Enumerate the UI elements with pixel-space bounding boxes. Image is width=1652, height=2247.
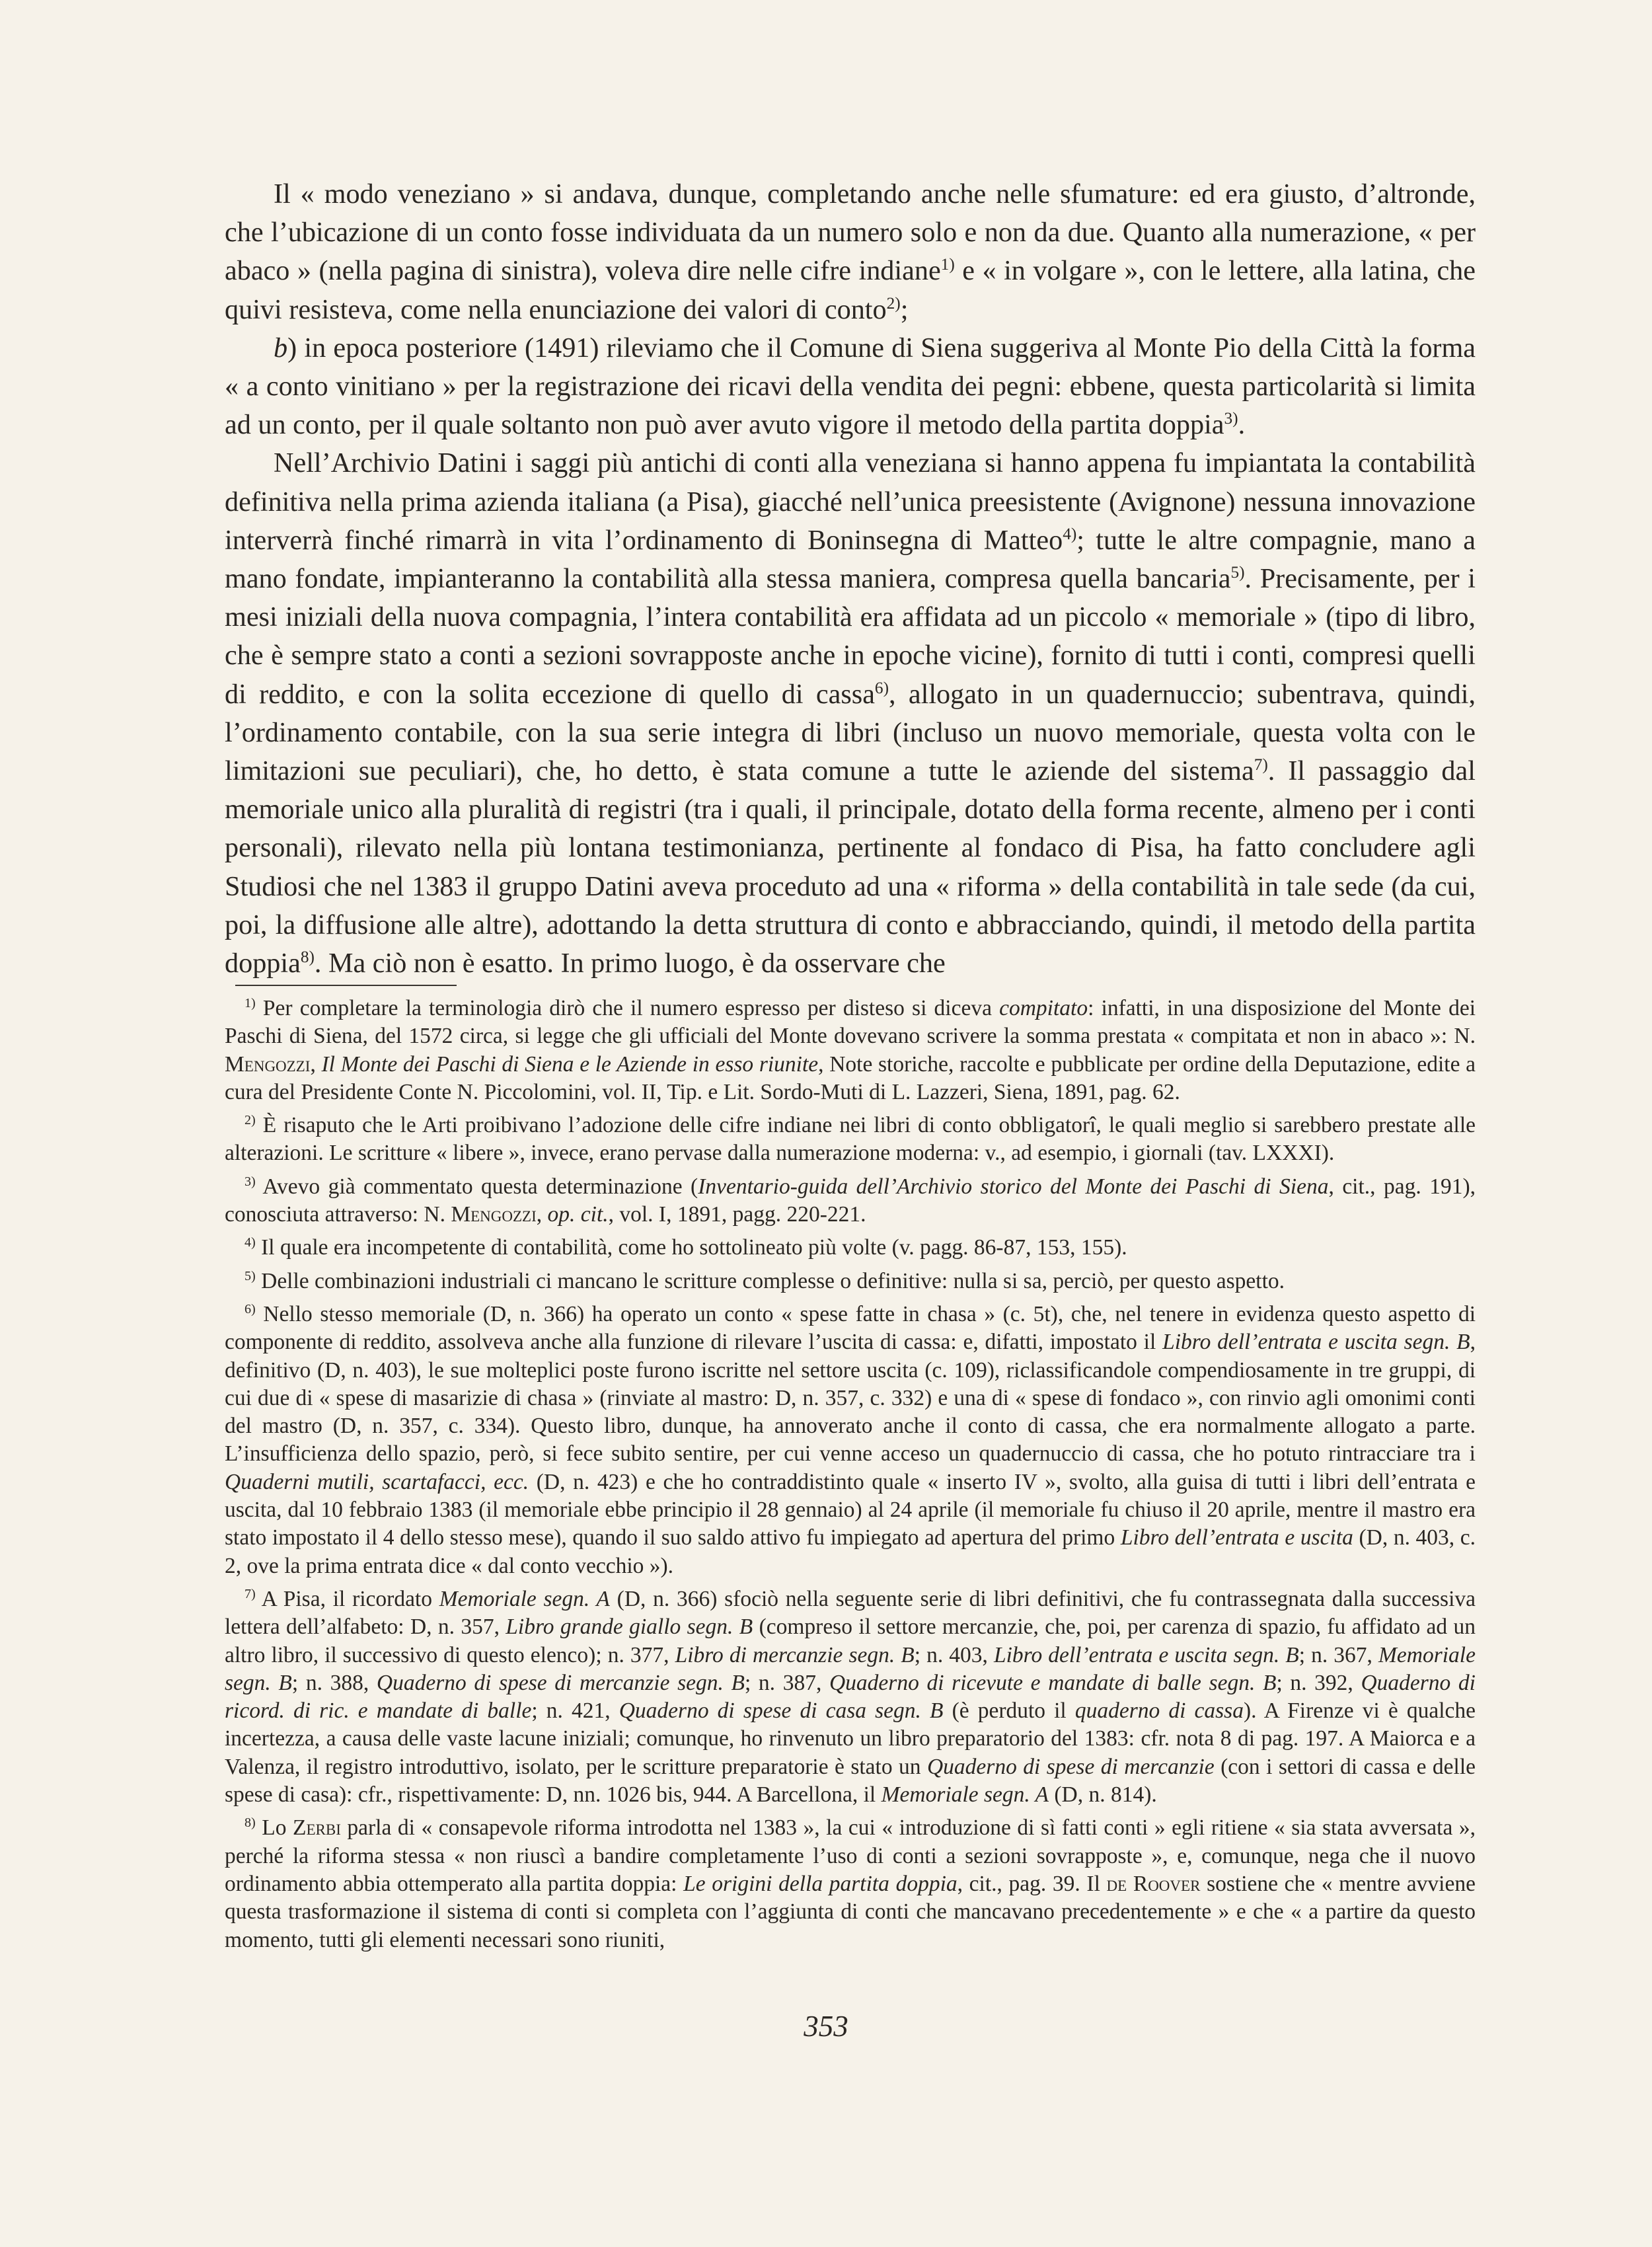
footnote-ref-4[interactable]: 4) (1063, 524, 1077, 543)
footnote-6: $^{6)}$ Nello stesso memoriale (D, n. 366) ha operato un conto « spese fatte in chasa » (c. 5t), che, nel tenere in evidenza questo aspetto di componente di reddito, assolveva anche alla funzione di rilevare l’uscita di cassa: e, difatti, impostato il Libro dell’entrata e uscita segn. B, definitivo (D, n. 403), le sue molteplici poste furono iscritte nel settore uscita (c. 109), riclassificandole compendiosamente in tre gruppi, di cui due di « spese di masarizie di chasa » (rinviate al mastro: D, n. 357, c. 332) e una di « spese di fondaco », con rinvio agli omonimi conti del mastro (D, n. 357, c. 334). Questo libro, dunque, ha annoverato anche il conto di cassa, che era normalmente allogato a parte. L’insufficienza dello spazio, però, si fece subito sentire, per cui venne acceso un quadernuccio di cassa, che ho potuto rintracciare tra i Quaderni mutili, scartafacci, ecc. (D, n. 423) e che ho contraddistinto quale « inserto IV », svolto, alla guisa di tutti i libri dell’entrata e uscita, dal 10 febbraio 1383 (il memoriale ebbe principio il 28 gennaio) al 24 aprile (il memoriale fu chiuso il 20 aprile, mentre il mastro era stato impostato il 4 dello stesso mese), quando il suo saldo attivo fu impiegato ad apertura del primo Libro dell’entrata e uscita (D, n. 403, c. 2, ove la prima entrata dice « dal conto vecchio »). (225, 1301, 1476, 1578)
footnote-ref-8[interactable]: 8) (300, 948, 315, 966)
page-number: 353 (804, 2010, 848, 2043)
footnote-1: $^{1)}$ Per completare la terminologia dirò che il numero espresso per disteso si diceva compitato: infatti, in una disposizione del Monte dei Paschi di Siena, del 1572 circa, si legge che gli ufficiali del Monte dovevano scrivere la somma prestata « compitata et non in abaco »: N. Mengozzi, Il Monte dei Paschi di Siena e le Aziende in esso riunite, Note storiche, raccolte e pubblicate per ordine della Deputazione, edite a cura del Presidente Conte N. Piccolomini, vol. II, Tip. e Lit. Sordo-Muti di L. Lazzeri, Siena, 1891, pag. 62. (225, 995, 1476, 1104)
paragraph-2: b) in epoca posteriore (1491) rileviamo che il Comune di Siena suggeriva al Monte Pio della Città la forma « a conto vinitiano » per la registrazione dei ricavi della vendita dei pegni: ebbene, questa particolarità si limita ad un conto, per il quale soltanto non può aver avuto vigore il metodo della partita doppia$^{3)}$. (225, 332, 1476, 441)
footnote-ref-6[interactable]: 6) (874, 678, 889, 697)
footnote-ref-2[interactable]: 2) (886, 293, 901, 313)
footnotes (225, 995, 1476, 1960)
footnote-7: $^{7)}$ A Pisa, il ricordato Memoriale segn. A (D, n. 366) sfociò nella seguente serie di libri definitivi, che fu contrassegnata dalla successiva lettera dell’alfabeto: D, n. 357, Libro grande giallo segn. B (compreso il settore mercanzie, che, poi, per carenza di spazio, fu affidato ad un altro libro, il successivo di questo elenco); n. 377, Libro di mercanzie segn. B; n. 403, Libro dell’entrata e uscita segn. B; n. 367, Memoriale segn. B; n. 388, Quaderno di spese di mercanzie segn. B; n. 387, Quaderno di ricevute e mandate di balle segn. B; n. 392, Quaderno di ricord. di ric. e mandate di balle; n. 421, Quaderno di spese di casa segn. B (è perduto il quaderno di cassa). A Firenze vi è qualche incertezza, a causa delle vaste lacune iniziali; comunque, ho rinvenuto un libro preparatorio del 1383: cfr. nota 8 di pag. 197. A Maiorca e a Valenza, il registro introduttivo, isolato, per le scritture preparatorie è stato un Quaderno di spese di mercanzie (con i settori di cassa e delle spese di casa): cfr., rispettivamente: D, nn. 1026 bis, 944. A Barcellona, il Memoriale segn. A (D, n. 814). (225, 1586, 1476, 1808)
footnote-3: $^{3)}$ Avevo già commentato questa determinazione (Inventario-guida dell’Archivio storico del Monte dei Paschi di Siena, cit., pag. 191), conosciuta attraverso: N. Mengozzi, op. cit., vol. I, 1891, pagg. 220-221. (225, 1174, 1476, 1227)
paragraph-3: Nell’Archivio Datini i saggi più antichi di conti alla veneziana si hanno appena fu impiantata la contabilità definitiva nella prima azienda italiana (a Pisa), giacché nell’unica preesistente (Avignone) nessuna innovazione interverrà finché rimarrà in vita l’ordinamento di Boninsegna di Matteo$^{4)}$; tutte le altre compagnie, mano a mano fondate, impianteranno la contabilità alla stessa maniera, compresa quella bancaria$^{5)}$. Precisamente, per i mesi iniziali della nuova compagnia, l’intera contabilità era affidata ad un piccolo « memoriale » (tipo di libro, che è sempre stato a conti a sezioni sovrapposte anche in epoche vicine), fornito di tutti i conti, compresi quelli di reddito, e con la solita eccezione di quello di cassa$^{6)}$, allogato in un quadernuccio; subentrava, quindi, l’ordinamento contabile, con la sua serie integra di libri (incluso un nuovo memoriale, questa volta con le limitazioni sue peculiari), che, ho detto, è stata comune a tutte le aziende del sistema$^{7)}$. Il passaggio dal memoriale unico alla pluralità di registri (tra i quali, il principale, dotato della forma recente, almeno per i conti personali), rilevato nella più lontana testimonianza, pertinente al fondaco di Pisa, ha fatto concludere agli Studiosi che nel 1383 il gruppo Datini aveva proceduto ad una « riforma » della contabilità in tale sede (da cui, poi, la diffusione alle altre), adottando la detta struttura di conto e abbracciando, quindi, il metodo della partita doppia$^{8)}$. Ma ciò non è esatto. In primo luogo, è da osservare che (225, 447, 1476, 979)
footnote-2: $^{2)}$ È risaputo che le Arti proibivano l’adozione delle cifre indiane nei libri di conto obbligatorî, le quali meglio si sarebbero prestate alle alterazioni. Le scritture « libere », invece, erano pervase dalla numerazione moderna: v., ad esempio, i giornali (tav. LXXXI). (225, 1113, 1476, 1166)
footnote-4: $^{4)}$ Il quale era incompetente di contabilità, come ho sottolineato più volte (v. pagg. 86-87, 153, 155). (244, 1235, 1127, 1260)
footnote-8: $^{8)}$ Lo Zerbi parla di « consapevole riforma introdotta nel 1383 », la cui « introduzione di sì fatti conti » egli ritiene « sia stata avversata », perché la riforma stessa « non riuscì a bandire completamente l’uso di conti a sezioni sovrapposte », e, comunque, nega che il nuovo ordinamento abbia ottemperato alla partita doppia: Le origini della partita doppia, cit., pag. 39. Il de Roover sostiene che « mentre avviene questa trasformazione il sistema di conti si completa con l’aggiunta di conti che mancavano precedentemente » e che « a partire da questo momento, tutti gli elementi necessari sono riuniti, (225, 1815, 1476, 1952)
footnote-ref-5[interactable]: 5) (1230, 562, 1245, 582)
footnote-ref-3[interactable]: 3) (1224, 409, 1238, 428)
main-text (225, 175, 1476, 983)
footnote-5: $^{5)}$ Delle combinazioni industriali ci mancano le scritture complesse o definitive: nulla si sa, perciò, per questo aspetto. (244, 1268, 1285, 1293)
footnote-ref-1[interactable]: 1) (940, 255, 955, 274)
footnote-separator (235, 985, 457, 986)
footnote-ref-7[interactable]: 7) (1254, 755, 1268, 774)
paragraph-1: Il « modo veneziano » si andava, dunque, completando anche nelle sfumature: ed era giusto, d’altronde, che l’ubicazione di un conto fosse individuata da un numero solo e non da due. Quanto alla numerazione, « per abaco » (nella pagina di sinistra), voleva dire nelle cifre indiane$^{1)}$ e « in volgare », con le lettere, alla latina, che quivi resisteva, come nella enunciazione dei valori di conto$^{2)}$; (225, 178, 1476, 325)
